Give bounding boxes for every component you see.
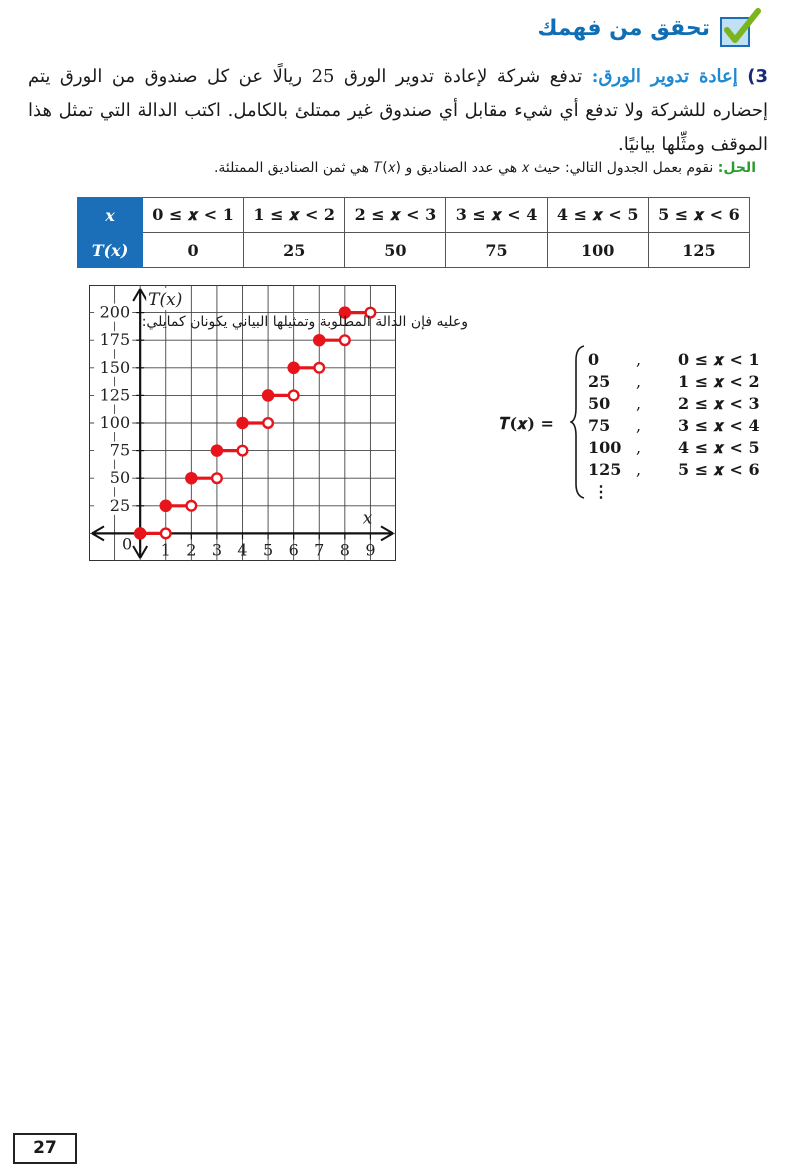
y-tick-label: 50 <box>109 468 131 488</box>
section-title: تحقق من فهمك <box>537 16 710 41</box>
piece-value: 125 <box>588 460 622 479</box>
piece-value: 0 <box>588 350 600 369</box>
step-closed-point <box>135 528 146 539</box>
step-closed-point <box>263 390 274 401</box>
step-open-point <box>212 473 222 483</box>
piecewise-function <box>500 350 770 500</box>
table-cell-interval: 2 ≤ 𝒙 < 3 <box>345 198 446 233</box>
x-tick-label: 4 <box>237 540 248 560</box>
step-open-point <box>187 501 197 511</box>
table-cell-interval: 3 ≤ 𝒙 < 4 <box>446 198 547 233</box>
x-tick-label: 8 <box>339 540 350 560</box>
table-cell-value: 125 <box>648 233 749 268</box>
x-tick-label: 3 <box>211 540 223 560</box>
step-closed-point <box>160 500 171 511</box>
piece-range: 1 ≤ 𝒙 < 2 <box>678 372 760 391</box>
x-tick-label: 2 <box>186 540 197 560</box>
function-lhs: 𝑻(𝒙) = <box>500 414 554 433</box>
table-cell-value: 75 <box>446 233 547 268</box>
solution-intro <box>16 160 756 176</box>
step-open-point <box>314 363 324 373</box>
step-closed-point <box>237 418 248 429</box>
y-tick-label: 125 <box>99 385 131 405</box>
piecewise-row <box>588 438 768 460</box>
table-cell-value: 25 <box>244 233 345 268</box>
step-open-point <box>161 529 171 539</box>
result-statement: وعليه فإن الدالة المطلوبة وتمثيلها البياني يكونان كمايلي: <box>141 314 468 330</box>
y-tick-label: 100 <box>99 413 131 432</box>
continuation-dots: ⋮ <box>593 482 609 501</box>
y-tick-label: 175 <box>99 330 131 350</box>
table-cell-interval: 4 ≤ 𝒙 < 5 <box>547 198 648 233</box>
x-tick-label: 1 <box>160 540 171 560</box>
table-cell-value: 100 <box>547 233 648 268</box>
piece-value: 100 <box>588 438 622 457</box>
values-table <box>77 197 750 268</box>
piece-comma: , <box>636 350 642 369</box>
piece-value: 25 <box>588 372 611 391</box>
left-brace <box>570 344 586 500</box>
piece-comma: , <box>636 416 642 435</box>
y-tick-label: 200 <box>99 302 131 322</box>
table-header-tx: T(x) <box>78 233 143 268</box>
piece-comma: , <box>636 394 642 413</box>
piece-range: 0 ≤ 𝒙 < 1 <box>678 350 760 369</box>
problem-number: 3) <box>747 66 768 87</box>
piece-range: 4 ≤ 𝒙 < 5 <box>678 438 760 457</box>
piece-comma: , <box>636 460 642 479</box>
y-tick-label: 75 <box>109 440 131 460</box>
x-tick-label: 5 <box>262 540 274 560</box>
piece-value: 75 <box>588 416 611 435</box>
table-row-x <box>78 198 750 233</box>
table-cell-value: 50 <box>345 233 446 268</box>
step-closed-point <box>211 445 222 456</box>
problem-statement <box>28 60 768 162</box>
piecewise-row <box>588 416 768 438</box>
table-row-tx <box>78 233 750 268</box>
checkbox-check-icon <box>718 8 762 50</box>
piece-range: 2 ≤ 𝒙 < 3 <box>678 394 760 413</box>
piece-comma: , <box>636 438 642 457</box>
table-cell-value: 0 <box>143 233 244 268</box>
y-tick-label: 25 <box>109 495 131 515</box>
problem-topic: إعادة تدوير الورق: <box>591 66 738 87</box>
step-closed-point <box>314 335 325 346</box>
piecewise-row <box>588 460 768 482</box>
step-open-point <box>263 418 273 428</box>
piece-value: 50 <box>588 394 611 413</box>
table-cell-interval: 0 ≤ 𝒙 < 1 <box>143 198 244 233</box>
step-open-point <box>238 446 248 456</box>
problem-text: تدفع شركة لإعادة تدوير الورق 25 ريالًا عن كل صندوق من الورق يتم إحضاره للشركة ولا تدفع أي شيء مقابل أي صندوق غير ممتلئ بالكامل. اكتب الدالة التي تمثل هذا الموقف ومثِّلها بيانيًا. <box>28 66 768 155</box>
table-cell-interval: 1 ≤ 𝒙 < 2 <box>244 198 345 233</box>
piece-comma: , <box>636 372 642 391</box>
piece-range: 5 ≤ 𝒙 < 6 <box>678 460 760 479</box>
check-your-understanding-header <box>522 8 762 52</box>
x-tick-label: 6 <box>288 540 299 560</box>
y-axis-label: T(x) <box>148 290 183 310</box>
x-axis-label: x <box>362 508 373 529</box>
page-number: 27 <box>13 1133 77 1164</box>
x-tick-label: 7 <box>314 540 325 560</box>
piecewise-row <box>588 372 768 394</box>
table-cell-interval: 5 ≤ 𝒙 < 6 <box>648 198 749 233</box>
y-tick-label: 150 <box>99 357 131 377</box>
step-closed-point <box>288 362 299 373</box>
piecewise-row <box>588 350 768 372</box>
solution-label: الحل: <box>717 160 756 176</box>
piece-range: 3 ≤ 𝒙 < 4 <box>678 416 760 435</box>
step-open-point <box>289 391 299 401</box>
origin-label: 0 <box>121 534 133 554</box>
step-closed-point <box>186 473 197 484</box>
x-tick-label: 9 <box>365 540 376 560</box>
solution-text: نقوم بعمل الجدول التالي: حيث 𝑥 هي عدد الصناديق و 𝑇(𝑥) هي ثمن الصناديق الممتلئة. <box>213 160 714 176</box>
table-header-x: x <box>78 198 143 233</box>
step-open-point <box>340 335 350 345</box>
piecewise-row <box>588 394 768 416</box>
